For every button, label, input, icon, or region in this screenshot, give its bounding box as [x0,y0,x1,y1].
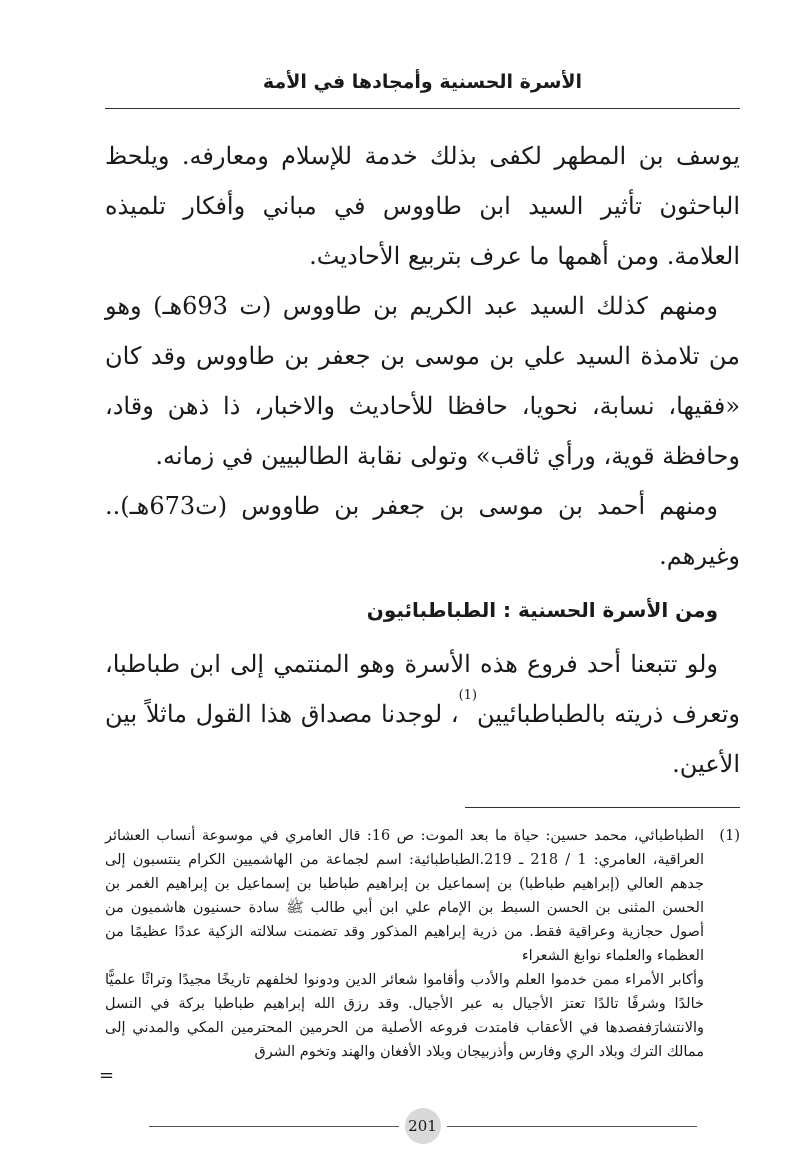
continuation-mark: = [99,1065,115,1086]
footnote-separator [465,807,740,808]
paragraph: يوسف بن المطهر لكفى بذلك خدمة للإسلام ومعارفه. ويلحظ الباحثون تأثير السيد ابن طاووس في مباني وأفكار تلميذه العلامة. ومن أهمها ما عرف بتربيع الأحاديث. [105,142,740,270]
footnote-reference[interactable]: (1) [458,688,478,703]
page [99,0,740,1164]
footer-rule-left [149,1126,399,1127]
footnote-body [105,824,704,1064]
paragraph-text: ، لوجدنا مصداق هذا القول ماثلاً بين الأعين. [105,700,740,778]
paragraph-text: ولو تتبعنا أحد فروع هذه الأسرة وهو المنتمي إلى ابن طباطبا، وتعرف ذريته بالطباطبائيين [105,650,740,728]
paragraph [105,639,740,789]
footnote [105,824,740,1064]
main-text [105,131,740,789]
footnote-text: وأكابر الأمراء ممن خدموا العلم والأدب وأقاموا شعائر الدين ودونوا لخلفهم تاريخًا مجيدًا وتراثًا علميًّا خالدًا وشرفًا تالدًا تعتز الأجيال به عبر الأجيال. وقد رزق الله إبراهيم طباطبا بركة في النسل والانتشارَففصدها في الأعقاب فامتدت فروعه الأصلية من الحرمين المحترمين المكي والمدني إلى ممالك الترك وبلاد الري وفارس وأذربيجان وبلاد الأفغان والهند وتخوم الشرق [105,972,704,1060]
paragraph: ومنهم أحمد بن موسى بن جعفر بن طاووس (ت673هـ).. وغيرهم. [105,492,740,570]
footnote-text: الطباطبائي، محمد حسين: حياة ما بعد الموت: ص 16: قال العامري في موسوعة أنساب العشائر العراقية، العامري: 1 / 218 ـ 219.الطباطبائية: اسم لجماعة من الهاشميين الكرام ينتسبون إلى جدهم العالي (إبراهيم طباطبا) بن إسماعيل بن إبراهيم طباطبا بن إسماعيل بن إبراهيم الغمر بن الحسن المثنى بن الحسن السبط بن الإمام علي ابن أبي طالب ﷺ سادة حسنيون هاشميون من أصول حجازية وعراقية فقط. من ذرية إبراهيم المذكور وقد تضمنت سلالته الزكية عددًا عظيمًا من العظماء والعلماء نوابغ الشعراء [105,828,705,964]
section-heading: ومن الأسرة الحسنية : الطباطبائيون [366,598,718,622]
footer-rule-right [447,1126,697,1127]
page-number: 201 [405,1108,441,1144]
page-footer [105,1108,740,1164]
footnotes [99,824,740,1088]
running-header: الأسرة الحسنية وأمجادها في الأمة [105,66,740,109]
footnote-number: (1) [719,828,740,844]
paragraph: ومنهم كذلك السيد عبد الكريم بن طاووس (ت 693هـ) وهو من تلامذة السيد علي بن موسى بن جعفر بن طاووس وقد كان «فقيها، نسابة، نحويا، حافظا للأحاديث والاخبار، ذا ذهن وقاد، وحافظة قوية، ورأي ثاقب» وتولى نقابة الطالبيين في زمانه. [105,292,740,470]
